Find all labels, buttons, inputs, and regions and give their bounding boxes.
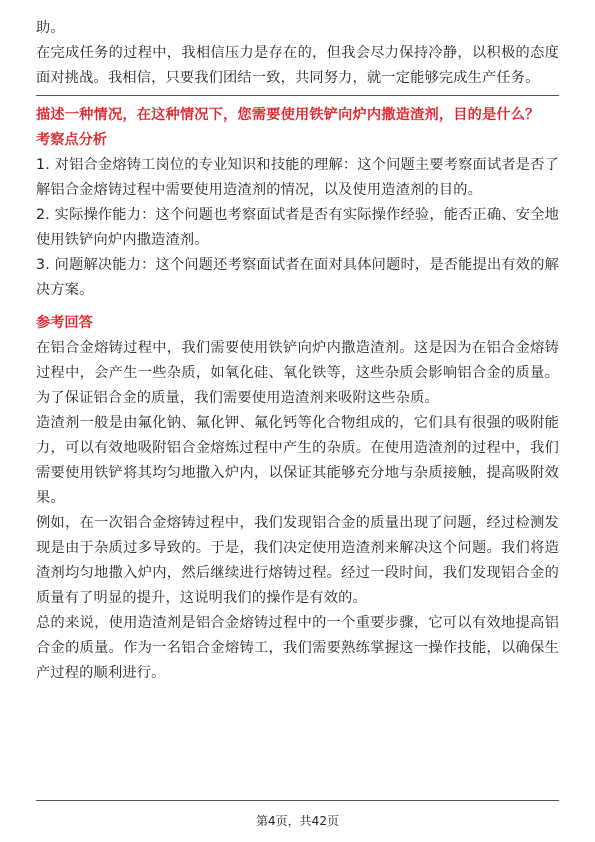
text-paragraph-pressure: 在完成任务的过程中，我相信压力是存在的，但我会尽力保持冷静，以积极的态度面对挑战。我相信，只要我们团结一致，共同努力，就一定能够完成生产任务。 [36, 45, 559, 86]
question-title: 描述一种情况，在这种情况下，您需要使用铁铲向炉内撒造渣剂，目的是什么？ [36, 107, 540, 123]
answer-paragraph: 总的来说，使用造渣剂是铝合金熔铸过程中的一个重要步骤，它可以有效地提高铝合金的质量。作为一名铝合金熔铸工，我们需要熟练掌握这一操作技能，以确保生产过程的顺利进行。 [36, 615, 559, 681]
analysis-item: 2. 实际操作能力：这个问题也考察面试者是否有实际操作经验，能否正确、安全地使用铁铲向炉内撒造渣剂。 [36, 207, 559, 248]
analysis-item: 3. 问题解决能力：这个问题还考察面试者在面对具体问题时，是否能提出有效的解决方案。 [36, 257, 559, 298]
answer-paragraph: 在铝合金熔铸过程中，我们需要使用铁铲向炉内撒造渣剂。这是因为在铝合金熔铸过程中，会产生一些杂质，如氧化硅、氧化铁等，这些杂质会影响铝合金的质量。为了保证铝合金的质量，我们需要使用造渣剂来吸附这些杂质。 [36, 340, 559, 406]
section-divider [36, 95, 559, 96]
analysis-heading: 考察点分析 [36, 132, 107, 148]
spacer [36, 303, 559, 311]
answer-paragraph: 造渣剂一般是由氟化钠、氟化钾、氟化钙等化合物组成的，它们具有很强的吸附能力，可以有效地吸附铝合金熔炼过程中产生的杂质。在使用造渣剂的过程中，我们需要使用铁铲将其均匀地撒入炉内，以保证其能够充分地与杂质接触，提高吸附效果。 [36, 415, 559, 506]
document-page [36, 16, 559, 686]
page-number: 第4页，共42页 [256, 814, 339, 828]
footer-divider [36, 800, 559, 801]
answer-paragraph: 例如，在一次铝合金熔铸过程中，我们发现铝合金的质量出现了问题，经过检测发现是由于杂质过多导致的。于是，我们决定使用造渣剂来解决这个问题。我们将造渣剂均匀地撒入炉内，然后继续进行熔铸过程。经过一段时间，我们发现铝合金的质量有了明显的提升，这说明我们的操作是有效的。 [36, 515, 559, 606]
analysis-item: 1. 对铝合金熔铸工岗位的专业知识和技能的理解：这个问题主要考察面试者是否了解铝合金熔铸过程中需要使用造渣剂的情况，以及使用造渣剂的目的。 [36, 157, 559, 198]
text-line-continuation: 助。 [36, 20, 65, 36]
answer-heading: 参考回答 [36, 315, 93, 331]
